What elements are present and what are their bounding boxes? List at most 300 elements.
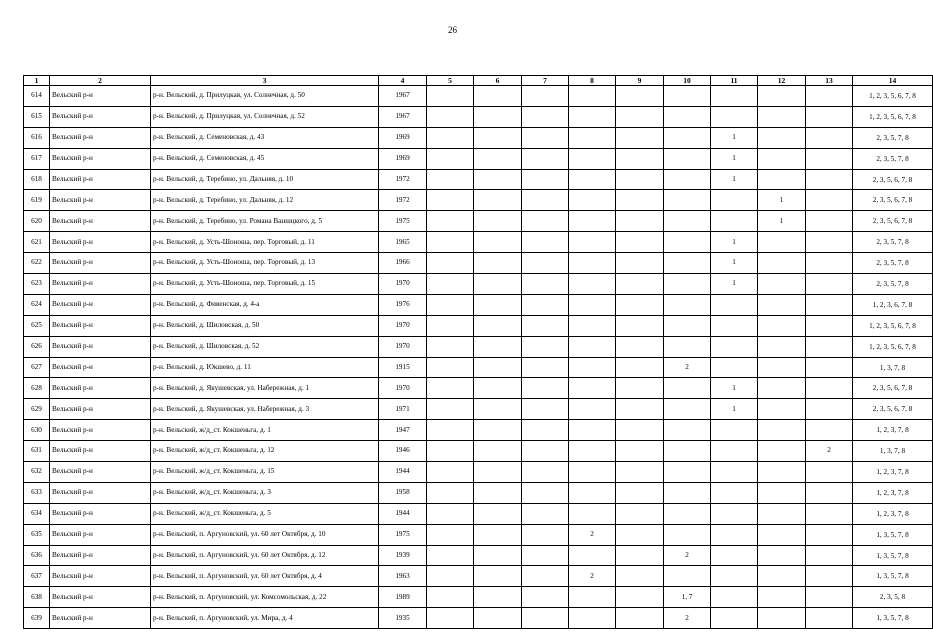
housing-register-table (23, 75, 933, 629)
indicator-list-cell: 2, 3, 5, 6, 7, 8 (853, 378, 933, 399)
table-row (24, 378, 933, 399)
address-cell: р-н. Вельский, д. Теребино, ул. Дальняя, д. 12 (151, 190, 379, 211)
table-row (24, 462, 933, 483)
column-6-cell (474, 441, 522, 462)
column-8-cell (569, 587, 616, 608)
column-5-cell (427, 336, 474, 357)
column-5-cell (427, 211, 474, 232)
table-row (24, 232, 933, 253)
column-10-cell (664, 169, 711, 190)
row-number-cell: 633 (24, 482, 50, 503)
year-cell: 1969 (379, 148, 427, 169)
district-cell: Вельский р-н (50, 545, 151, 566)
indicator-list-cell: 1, 2, 3, 7, 8 (853, 420, 933, 441)
column-9-cell (616, 232, 664, 253)
district-cell: Вельский р-н (50, 441, 151, 462)
indicator-list-cell: 2, 3, 5, 7, 8 (853, 274, 933, 295)
row-number-cell: 638 (24, 587, 50, 608)
district-cell: Вельский р-н (50, 169, 151, 190)
address-cell: р-н. Вельский, п. Аргуновский, ул. 60 лет Октября, д. 12 (151, 545, 379, 566)
column-header-14: 14 (853, 76, 933, 86)
column-header-6: 6 (474, 76, 522, 86)
column-5-cell (427, 566, 474, 587)
column-11-cell (711, 566, 758, 587)
column-10-cell (664, 127, 711, 148)
address-cell: р-н. Вельский, п. Аргуновский, ул. 60 лет Октября, д. 10 (151, 524, 379, 545)
row-number-cell: 629 (24, 399, 50, 420)
column-11-cell (711, 190, 758, 211)
year-cell: 1970 (379, 336, 427, 357)
column-8-cell (569, 315, 616, 336)
column-13-cell (806, 148, 853, 169)
column-12-cell (758, 420, 806, 441)
column-11-cell (711, 357, 758, 378)
district-cell: Вельский р-н (50, 274, 151, 295)
address-cell: р-н. Вельский, д. Семеновская, д. 43 (151, 127, 379, 148)
table-row (24, 420, 933, 441)
district-cell: Вельский р-н (50, 294, 151, 315)
address-cell: р-н. Вельский, п. Аргуновский, ул. Мира, д. 4 (151, 608, 379, 629)
year-cell: 1975 (379, 211, 427, 232)
year-cell: 1965 (379, 232, 427, 253)
year-cell: 1947 (379, 420, 427, 441)
column-9-cell (616, 462, 664, 483)
address-cell: р-н. Вельский, д. Фивенская, д. 4-а (151, 294, 379, 315)
district-cell: Вельский р-н (50, 253, 151, 274)
district-cell: Вельский р-н (50, 336, 151, 357)
column-12-cell (758, 503, 806, 524)
table-row (24, 253, 933, 274)
address-cell: р-н. Вельский, д. Теребино, ул. Романа Ваншцкого, д. 5 (151, 211, 379, 232)
column-6-cell (474, 274, 522, 295)
column-5-cell (427, 545, 474, 566)
row-number-cell: 619 (24, 190, 50, 211)
row-number-cell: 618 (24, 169, 50, 190)
column-5-cell (427, 420, 474, 441)
column-11-cell: 1 (711, 274, 758, 295)
table-row (24, 441, 933, 462)
column-11-cell: 1 (711, 253, 758, 274)
column-10-cell (664, 274, 711, 295)
district-cell: Вельский р-н (50, 503, 151, 524)
indicator-list-cell: 1, 2, 3, 7, 8 (853, 462, 933, 483)
column-header-13: 13 (806, 76, 853, 86)
column-5-cell (427, 587, 474, 608)
address-cell: р-н. Вельский, ж/д_ст. Кокшеньга, д. 1 (151, 420, 379, 441)
column-5-cell (427, 482, 474, 503)
column-13-cell (806, 315, 853, 336)
year-cell: 1946 (379, 441, 427, 462)
indicator-list-cell: 1, 2, 3, 5, 6, 7, 8 (853, 336, 933, 357)
column-header-5: 5 (427, 76, 474, 86)
column-11-cell: 1 (711, 378, 758, 399)
column-5-cell (427, 503, 474, 524)
column-8-cell (569, 86, 616, 107)
column-7-cell (522, 274, 569, 295)
column-9-cell (616, 441, 664, 462)
column-8-cell (569, 482, 616, 503)
column-7-cell (522, 420, 569, 441)
indicator-list-cell: 2, 3, 5, 8 (853, 587, 933, 608)
column-10-cell (664, 211, 711, 232)
column-6-cell (474, 524, 522, 545)
column-7-cell (522, 315, 569, 336)
column-13-cell (806, 169, 853, 190)
column-12-cell (758, 524, 806, 545)
column-12-cell (758, 399, 806, 420)
column-7-cell (522, 106, 569, 127)
row-number-cell: 635 (24, 524, 50, 545)
column-header-2: 2 (50, 76, 151, 86)
column-5-cell (427, 608, 474, 629)
column-9-cell (616, 190, 664, 211)
column-7-cell (522, 566, 569, 587)
indicator-list-cell: 2, 3, 5, 6, 7, 8 (853, 190, 933, 211)
column-9-cell (616, 482, 664, 503)
column-header-3: 3 (151, 76, 379, 86)
column-13-cell (806, 232, 853, 253)
column-5-cell (427, 169, 474, 190)
column-7-cell (522, 545, 569, 566)
column-header-11: 11 (711, 76, 758, 86)
column-header-9: 9 (616, 76, 664, 86)
district-cell: Вельский р-н (50, 211, 151, 232)
column-6-cell (474, 190, 522, 211)
column-9-cell (616, 545, 664, 566)
column-6-cell (474, 127, 522, 148)
column-7-cell (522, 399, 569, 420)
column-8-cell (569, 106, 616, 127)
column-7-cell (522, 608, 569, 629)
column-6-cell (474, 232, 522, 253)
indicator-list-cell: 1, 3, 7, 8 (853, 357, 933, 378)
column-5-cell (427, 232, 474, 253)
table-row (24, 482, 933, 503)
table-row (24, 211, 933, 232)
column-8-cell (569, 190, 616, 211)
column-10-cell (664, 294, 711, 315)
row-number-cell: 621 (24, 232, 50, 253)
indicator-list-cell: 1, 2, 3, 6, 7, 8 (853, 294, 933, 315)
column-7-cell (522, 169, 569, 190)
district-cell: Вельский р-н (50, 399, 151, 420)
indicator-list-cell: 2, 3, 5, 6, 7, 8 (853, 169, 933, 190)
row-number-cell: 616 (24, 127, 50, 148)
table-row (24, 148, 933, 169)
row-number-cell: 624 (24, 294, 50, 315)
column-7-cell (522, 503, 569, 524)
column-8-cell (569, 462, 616, 483)
column-9-cell (616, 608, 664, 629)
column-13-cell (806, 503, 853, 524)
year-cell: 1944 (379, 503, 427, 524)
column-8-cell (569, 608, 616, 629)
column-13-cell (806, 274, 853, 295)
column-8-cell (569, 274, 616, 295)
column-5-cell (427, 399, 474, 420)
column-7-cell (522, 378, 569, 399)
column-12-cell (758, 253, 806, 274)
column-9-cell (616, 566, 664, 587)
column-9-cell (616, 503, 664, 524)
row-number-cell: 634 (24, 503, 50, 524)
column-7-cell (522, 253, 569, 274)
column-header-1: 1 (24, 76, 50, 86)
column-13-cell (806, 420, 853, 441)
year-cell: 1969 (379, 127, 427, 148)
district-cell: Вельский р-н (50, 378, 151, 399)
column-9-cell (616, 253, 664, 274)
column-12-cell (758, 127, 806, 148)
year-cell: 1967 (379, 86, 427, 107)
column-7-cell (522, 357, 569, 378)
column-6-cell (474, 566, 522, 587)
column-6-cell (474, 357, 522, 378)
page-number: 26 (448, 25, 457, 35)
district-cell: Вельский р-н (50, 190, 151, 211)
column-8-cell (569, 232, 616, 253)
column-5-cell (427, 253, 474, 274)
column-11-cell: 1 (711, 148, 758, 169)
column-10-cell (664, 232, 711, 253)
address-cell: р-н. Вельский, д. Шиловская, д. 52 (151, 336, 379, 357)
year-cell: 1989 (379, 587, 427, 608)
address-cell: р-н. Вельский, д. Усть-Шоноша, пер. Торговый, д. 15 (151, 274, 379, 295)
row-number-cell: 625 (24, 315, 50, 336)
column-6-cell (474, 503, 522, 524)
row-number-cell: 630 (24, 420, 50, 441)
address-cell: р-н. Вельский, д. Семеновская, д. 45 (151, 148, 379, 169)
table-row (24, 587, 933, 608)
column-10-cell (664, 482, 711, 503)
column-13-cell: 2 (806, 441, 853, 462)
column-6-cell (474, 608, 522, 629)
column-9-cell (616, 524, 664, 545)
column-10-cell (664, 566, 711, 587)
column-6-cell (474, 253, 522, 274)
column-11-cell: 1 (711, 127, 758, 148)
column-8-cell: 2 (569, 524, 616, 545)
column-6-cell (474, 211, 522, 232)
row-number-cell: 614 (24, 86, 50, 107)
column-5-cell (427, 274, 474, 295)
column-12-cell (758, 336, 806, 357)
column-6-cell (474, 315, 522, 336)
district-cell: Вельский р-н (50, 566, 151, 587)
column-10-cell (664, 378, 711, 399)
column-9-cell (616, 106, 664, 127)
column-8-cell (569, 378, 616, 399)
column-6-cell (474, 148, 522, 169)
column-11-cell (711, 211, 758, 232)
column-9-cell (616, 127, 664, 148)
column-10-cell: 2 (664, 608, 711, 629)
column-11-cell: 1 (711, 399, 758, 420)
address-cell: р-н. Вельский, д. Усть-Шоноша, пер. Торговый, д. 11 (151, 232, 379, 253)
column-13-cell (806, 357, 853, 378)
table-row (24, 608, 933, 629)
column-12-cell (758, 148, 806, 169)
column-10-cell (664, 190, 711, 211)
indicator-list-cell: 1, 2, 3, 7, 8 (853, 482, 933, 503)
column-13-cell (806, 566, 853, 587)
column-8-cell (569, 127, 616, 148)
column-12-cell (758, 232, 806, 253)
table-row (24, 294, 933, 315)
indicator-list-cell: 2, 3, 5, 7, 8 (853, 148, 933, 169)
table-row (24, 524, 933, 545)
column-12-cell (758, 106, 806, 127)
column-13-cell (806, 524, 853, 545)
column-9-cell (616, 148, 664, 169)
year-cell: 1963 (379, 566, 427, 587)
column-5-cell (427, 462, 474, 483)
address-cell: р-н. Вельский, д. Якушевская, ул. Набережная, д. 1 (151, 378, 379, 399)
indicator-list-cell: 1, 3, 7, 8 (853, 441, 933, 462)
column-10-cell (664, 462, 711, 483)
column-7-cell (522, 294, 569, 315)
column-13-cell (806, 545, 853, 566)
column-5-cell (427, 357, 474, 378)
table-row (24, 274, 933, 295)
column-8-cell (569, 503, 616, 524)
column-11-cell (711, 608, 758, 629)
year-cell: 1976 (379, 294, 427, 315)
address-cell: р-н. Вельский, д. Прилуцкая, ул. Солнечная, д. 50 (151, 86, 379, 107)
column-10-cell (664, 399, 711, 420)
column-8-cell: 2 (569, 566, 616, 587)
district-cell: Вельский р-н (50, 315, 151, 336)
column-5-cell (427, 378, 474, 399)
column-11-cell (711, 462, 758, 483)
column-13-cell (806, 608, 853, 629)
column-6-cell (474, 86, 522, 107)
column-8-cell (569, 253, 616, 274)
table-row (24, 169, 933, 190)
table-row (24, 399, 933, 420)
column-header-7: 7 (522, 76, 569, 86)
column-7-cell (522, 587, 569, 608)
column-13-cell (806, 106, 853, 127)
column-8-cell (569, 399, 616, 420)
column-10-cell (664, 503, 711, 524)
column-12-cell (758, 441, 806, 462)
row-number-cell: 615 (24, 106, 50, 127)
column-9-cell (616, 169, 664, 190)
address-cell: р-н. Вельский, д. Якушевская, ул. Набережная, д. 3 (151, 399, 379, 420)
year-cell: 1970 (379, 274, 427, 295)
indicator-list-cell: 1, 2, 3, 5, 6, 7, 8 (853, 315, 933, 336)
column-11-cell (711, 441, 758, 462)
column-9-cell (616, 294, 664, 315)
address-cell: р-н. Вельский, ж/д_ст. Кокшеньга, д. 3 (151, 482, 379, 503)
column-5-cell (427, 294, 474, 315)
column-10-cell (664, 336, 711, 357)
column-11-cell: 1 (711, 232, 758, 253)
year-cell: 1970 (379, 378, 427, 399)
column-12-cell (758, 86, 806, 107)
district-cell: Вельский р-н (50, 357, 151, 378)
column-13-cell (806, 587, 853, 608)
column-13-cell (806, 336, 853, 357)
column-11-cell (711, 420, 758, 441)
column-10-cell (664, 441, 711, 462)
column-11-cell (711, 587, 758, 608)
row-number-cell: 628 (24, 378, 50, 399)
column-7-cell (522, 232, 569, 253)
indicator-list-cell: 2, 3, 5, 7, 8 (853, 232, 933, 253)
table-row (24, 545, 933, 566)
column-7-cell (522, 524, 569, 545)
column-7-cell (522, 86, 569, 107)
column-12-cell (758, 315, 806, 336)
year-cell: 1970 (379, 315, 427, 336)
column-7-cell (522, 441, 569, 462)
district-cell: Вельский р-н (50, 106, 151, 127)
column-6-cell (474, 378, 522, 399)
column-10-cell (664, 86, 711, 107)
indicator-list-cell: 2, 3, 5, 7, 8 (853, 253, 933, 274)
column-7-cell (522, 148, 569, 169)
table-row (24, 106, 933, 127)
column-7-cell (522, 482, 569, 503)
table-row (24, 357, 933, 378)
address-cell: р-н. Вельский, д. Прилуцкая, ул. Солнечная, д. 52 (151, 106, 379, 127)
table-row (24, 86, 933, 107)
row-number-cell: 626 (24, 336, 50, 357)
column-11-cell (711, 336, 758, 357)
column-6-cell (474, 169, 522, 190)
indicator-list-cell: 1, 3, 5, 7, 8 (853, 524, 933, 545)
year-cell: 1966 (379, 253, 427, 274)
table-row (24, 315, 933, 336)
column-11-cell (711, 482, 758, 503)
column-10-cell (664, 106, 711, 127)
column-12-cell: 1 (758, 190, 806, 211)
column-5-cell (427, 190, 474, 211)
column-6-cell (474, 106, 522, 127)
district-cell: Вельский р-н (50, 420, 151, 441)
row-number-cell: 636 (24, 545, 50, 566)
column-13-cell (806, 86, 853, 107)
column-11-cell (711, 503, 758, 524)
year-cell: 1958 (379, 482, 427, 503)
column-9-cell (616, 399, 664, 420)
column-10-cell: 2 (664, 357, 711, 378)
column-11-cell (711, 315, 758, 336)
column-13-cell (806, 399, 853, 420)
year-cell: 1967 (379, 106, 427, 127)
address-cell: р-н. Вельский, п. Аргуновский, ул. Комсомольская, д. 22 (151, 587, 379, 608)
column-header-8: 8 (569, 76, 616, 86)
year-cell: 1935 (379, 608, 427, 629)
column-6-cell (474, 482, 522, 503)
column-6-cell (474, 336, 522, 357)
indicator-list-cell: 1, 3, 5, 7, 8 (853, 608, 933, 629)
column-9-cell (616, 357, 664, 378)
column-11-cell (711, 294, 758, 315)
address-cell: р-н. Вельский, ж/д_ст. Кокшеньга, д. 12 (151, 441, 379, 462)
row-number-cell: 632 (24, 462, 50, 483)
year-cell: 1939 (379, 545, 427, 566)
district-cell: Вельский р-н (50, 608, 151, 629)
column-12-cell: 1 (758, 211, 806, 232)
column-12-cell (758, 169, 806, 190)
column-6-cell (474, 462, 522, 483)
district-cell: Вельский р-н (50, 148, 151, 169)
column-13-cell (806, 211, 853, 232)
column-9-cell (616, 378, 664, 399)
